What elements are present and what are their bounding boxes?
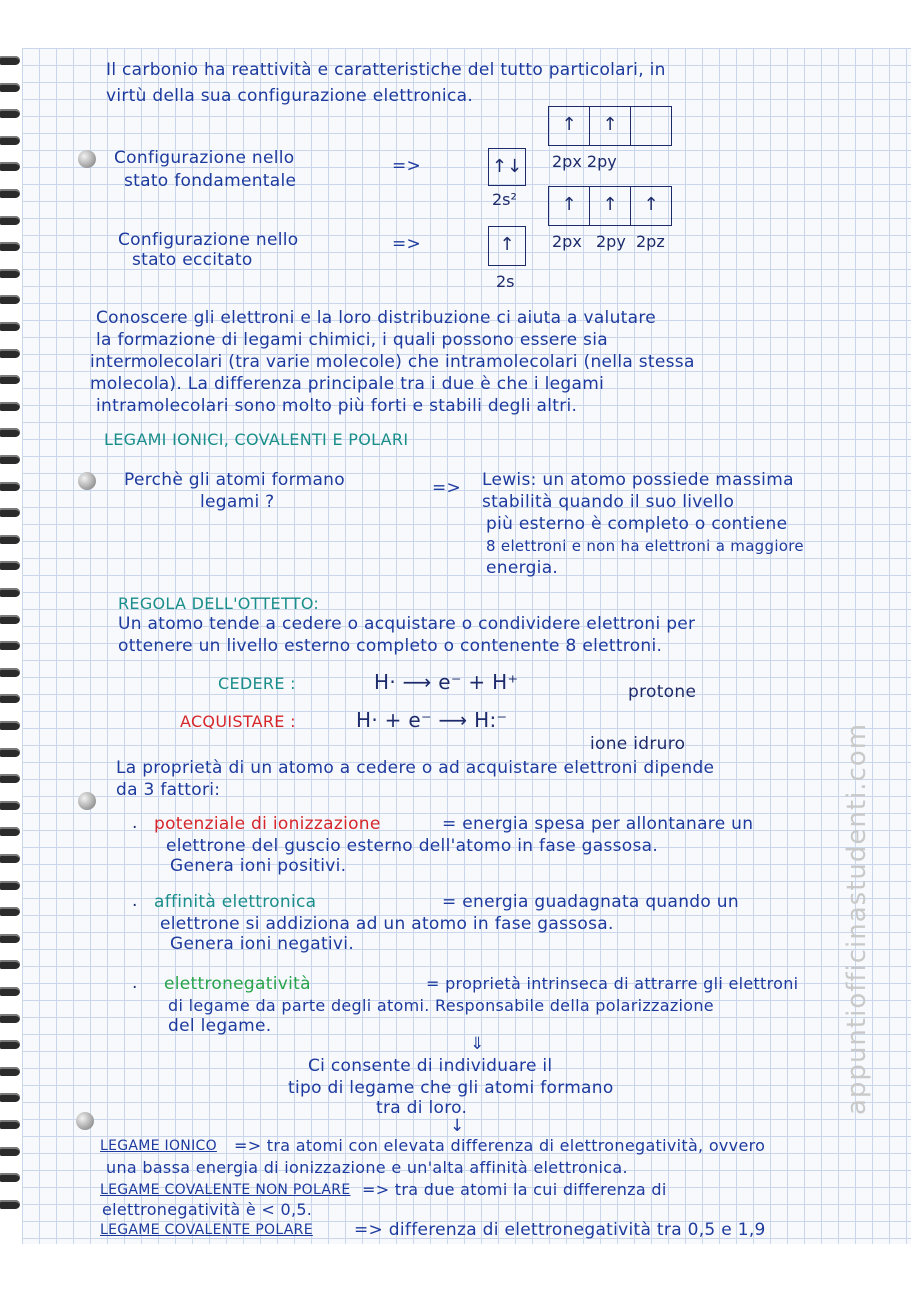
factor-dot: · bbox=[132, 818, 138, 838]
factor-name: potenziale di ionizzazione bbox=[154, 814, 381, 834]
spiral-ring bbox=[0, 907, 20, 916]
orbital-2py-excited: ↑ bbox=[589, 186, 631, 226]
spiral-ring bbox=[0, 774, 20, 783]
spiral-ring bbox=[0, 189, 20, 198]
spiral-ring bbox=[0, 402, 20, 411]
excited-label-1: Configurazione nello bbox=[118, 230, 299, 250]
factor-def: = energia guadagnata quando un bbox=[442, 892, 739, 912]
spiral-ring bbox=[0, 455, 20, 464]
spiral-ring bbox=[0, 801, 20, 810]
conclusion-line-1: Ci consente di individuare il bbox=[308, 1056, 553, 1076]
property-line-2: da 3 fattori: bbox=[116, 780, 221, 800]
bond-type-name: LEGAME COVALENTE POLARE bbox=[100, 1222, 313, 1238]
orbital-2px-excited: ↑ bbox=[548, 186, 590, 226]
spiral-ring bbox=[0, 295, 20, 304]
conclusion-line-2: tipo di legame che gli atomi formano bbox=[288, 1078, 614, 1098]
spiral-ring bbox=[0, 1120, 20, 1129]
spiral-ring bbox=[0, 349, 20, 358]
spiral-ring bbox=[0, 508, 20, 517]
spiral-ring bbox=[0, 561, 20, 570]
bond-type-name: LEGAME IONICO bbox=[100, 1138, 217, 1154]
factor-def: = energia spesa per allontanare un bbox=[442, 814, 754, 834]
conclusion-line-3: tra di loro. bbox=[376, 1098, 468, 1118]
factor-dot: · bbox=[132, 896, 138, 916]
spiral-ring bbox=[0, 854, 20, 863]
paragraph-line: molecola). La differenza principale tra i due è che i legami bbox=[90, 374, 605, 394]
bond-type-name: LEGAME COVALENTE NON POLARE bbox=[100, 1182, 351, 1198]
spiral-binding bbox=[0, 56, 22, 1226]
why-question-1: Perchè gli atomi formano bbox=[124, 470, 345, 490]
paragraph-line: intermolecolari (tra varie molecole) che intramolecolari (nella stessa bbox=[90, 352, 695, 372]
spiral-ring bbox=[0, 242, 20, 251]
orbital-2s-ground: ↑↓ bbox=[488, 148, 526, 186]
acquistare-equation: H· + e⁻ ⟶ H:⁻ bbox=[356, 708, 508, 732]
bond-type-text: elettronegatività è < 0,5. bbox=[102, 1200, 313, 1219]
factor-def: Genera ioni negativi. bbox=[170, 934, 355, 954]
spiral-ring bbox=[0, 1200, 20, 1209]
why-answer-line: 8 elettroni e non ha elettroni a maggiore bbox=[486, 537, 804, 555]
bullet-icon bbox=[78, 472, 96, 490]
factor-def: di legame da parte degli atomi. Responsabile della polarizzazione bbox=[168, 996, 714, 1015]
bullet-icon bbox=[78, 150, 96, 168]
conclusion-arrow: ⇓ bbox=[470, 1034, 485, 1054]
orbital-2s-excited: ↑ bbox=[488, 226, 526, 266]
why-answer-line: energia. bbox=[486, 558, 559, 578]
orbital-2pz-excited-label: 2pz bbox=[636, 232, 665, 251]
spiral-ring bbox=[0, 375, 20, 384]
orbital-2pz-excited: ↑ bbox=[630, 186, 672, 226]
property-line-1: La proprietà di un atomo a cedere o ad acquistare elettroni dipende bbox=[116, 758, 715, 778]
spiral-ring bbox=[0, 1093, 20, 1102]
spiral-ring bbox=[0, 1067, 20, 1076]
why-question-2: legami ? bbox=[200, 492, 275, 512]
spiral-ring bbox=[0, 721, 20, 730]
spiral-ring bbox=[0, 694, 20, 703]
orbital-2py-ground: ↑ bbox=[589, 106, 631, 146]
orbital-2s-excited-label: 2s bbox=[496, 272, 515, 291]
spiral-ring bbox=[0, 322, 20, 331]
spiral-ring bbox=[0, 109, 20, 118]
orbital-2s-ground-label: 2s² bbox=[492, 190, 517, 209]
paragraph-line: Conoscere gli elettroni e la loro distribuzione ci aiuta a valutare bbox=[96, 308, 656, 328]
spiral-ring bbox=[0, 216, 20, 225]
factor-def: = proprietà intrinseca di attrarre gli elettroni bbox=[426, 974, 799, 993]
ground-label-2: stato fondamentale bbox=[124, 171, 297, 191]
intro-line-2: virtù della sua configurazione elettronica. bbox=[106, 86, 474, 106]
orbital-2px-excited-label: 2px bbox=[552, 232, 582, 251]
spiral-ring bbox=[0, 881, 20, 890]
bond-type-text: => tra atomi con elevata differenza di elettronegatività, ovvero bbox=[234, 1136, 766, 1155]
factor-def: del legame. bbox=[168, 1016, 272, 1036]
section-title: LEGAMI IONICI, COVALENTI E POLARI bbox=[104, 430, 409, 449]
bullet-icon bbox=[78, 792, 96, 810]
why-answer-line: Lewis: un atomo possiede massima bbox=[482, 470, 794, 490]
spiral-ring bbox=[0, 641, 20, 650]
excited-arrow: => bbox=[392, 234, 422, 254]
bond-type-text: una bassa energia di ionizzazione e un'alta affinità elettronica. bbox=[106, 1158, 628, 1177]
factor-name: elettronegatività bbox=[164, 974, 311, 994]
ground-arrow: => bbox=[392, 156, 422, 176]
conclusion-arrow-2: ↓ bbox=[450, 1116, 465, 1136]
factor-def: elettrone si addiziona ad un atomo in fase gassosa. bbox=[160, 914, 614, 934]
spiral-ring bbox=[0, 56, 20, 65]
acquistare-label: ACQUISTARE : bbox=[180, 712, 296, 731]
orbital-2px-ground: ↑ bbox=[548, 106, 590, 146]
bond-type-text: => differenza di elettronegatività tra 0,5 e 1,9 bbox=[354, 1220, 766, 1240]
intro-line-1: Il carbonio ha reattività e caratteristiche del tutto particolari, in bbox=[106, 60, 666, 80]
cedere-label: CEDERE : bbox=[218, 674, 296, 693]
factor-def: elettrone del guscio esterno dell'atomo in fase gassosa. bbox=[166, 836, 659, 856]
spiral-ring bbox=[0, 987, 20, 996]
why-answer-line: stabilità quando il suo livello bbox=[482, 492, 735, 512]
cedere-equation: H· ⟶ e⁻ + H⁺ bbox=[374, 670, 519, 694]
spiral-ring bbox=[0, 136, 20, 145]
spiral-ring bbox=[0, 615, 20, 624]
excited-label-2: stato eccitato bbox=[132, 250, 253, 270]
spiral-ring bbox=[0, 162, 20, 171]
spiral-ring bbox=[0, 960, 20, 969]
spiral-ring bbox=[0, 535, 20, 544]
watermark: appuntiofficinastudenti.com bbox=[842, 722, 872, 1115]
spiral-ring bbox=[0, 1040, 20, 1049]
spiral-ring bbox=[0, 1147, 20, 1156]
spiral-ring bbox=[0, 1014, 20, 1023]
orbital-2pz-ground bbox=[630, 106, 672, 146]
cedere-note: protone bbox=[628, 682, 697, 702]
spiral-ring bbox=[0, 269, 20, 278]
why-answer-line: più esterno è completo o contiene bbox=[486, 514, 788, 534]
spiral-ring bbox=[0, 83, 20, 92]
spiral-ring bbox=[0, 1173, 20, 1182]
spiral-ring bbox=[0, 934, 20, 943]
ground-label-1: Configurazione nello bbox=[114, 148, 295, 168]
spiral-ring bbox=[0, 428, 20, 437]
orbital-2p-ground-labels: 2px 2py bbox=[552, 152, 617, 171]
octet-line-2: ottenere un livello esterno completo o contenente 8 elettroni. bbox=[118, 636, 663, 656]
bond-type-text: => tra due atomi la cui differenza di bbox=[362, 1180, 667, 1199]
spiral-ring bbox=[0, 668, 20, 677]
why-arrow: => bbox=[432, 478, 462, 498]
spiral-ring bbox=[0, 588, 20, 597]
paragraph-line: intramolecolari sono molto più forti e stabili degli altri. bbox=[96, 396, 578, 416]
spiral-ring bbox=[0, 827, 20, 836]
factor-name: affinità elettronica bbox=[154, 892, 317, 912]
factor-dot: · bbox=[132, 978, 138, 998]
octet-title: REGOLA DELL'OTTETTO: bbox=[118, 594, 320, 613]
orbital-2py-excited-label: 2py bbox=[596, 232, 626, 251]
spiral-ring bbox=[0, 482, 20, 491]
octet-line-1: Un atomo tende a cedere o acquistare o condividere elettroni per bbox=[118, 614, 696, 634]
acquistare-note: ione idruro bbox=[590, 734, 686, 754]
bullet-icon bbox=[76, 1112, 94, 1130]
factor-def: Genera ioni positivi. bbox=[170, 856, 347, 876]
spiral-ring bbox=[0, 748, 20, 757]
paragraph-line: la formazione di legami chimici, i quali possono essere sia bbox=[96, 330, 608, 350]
